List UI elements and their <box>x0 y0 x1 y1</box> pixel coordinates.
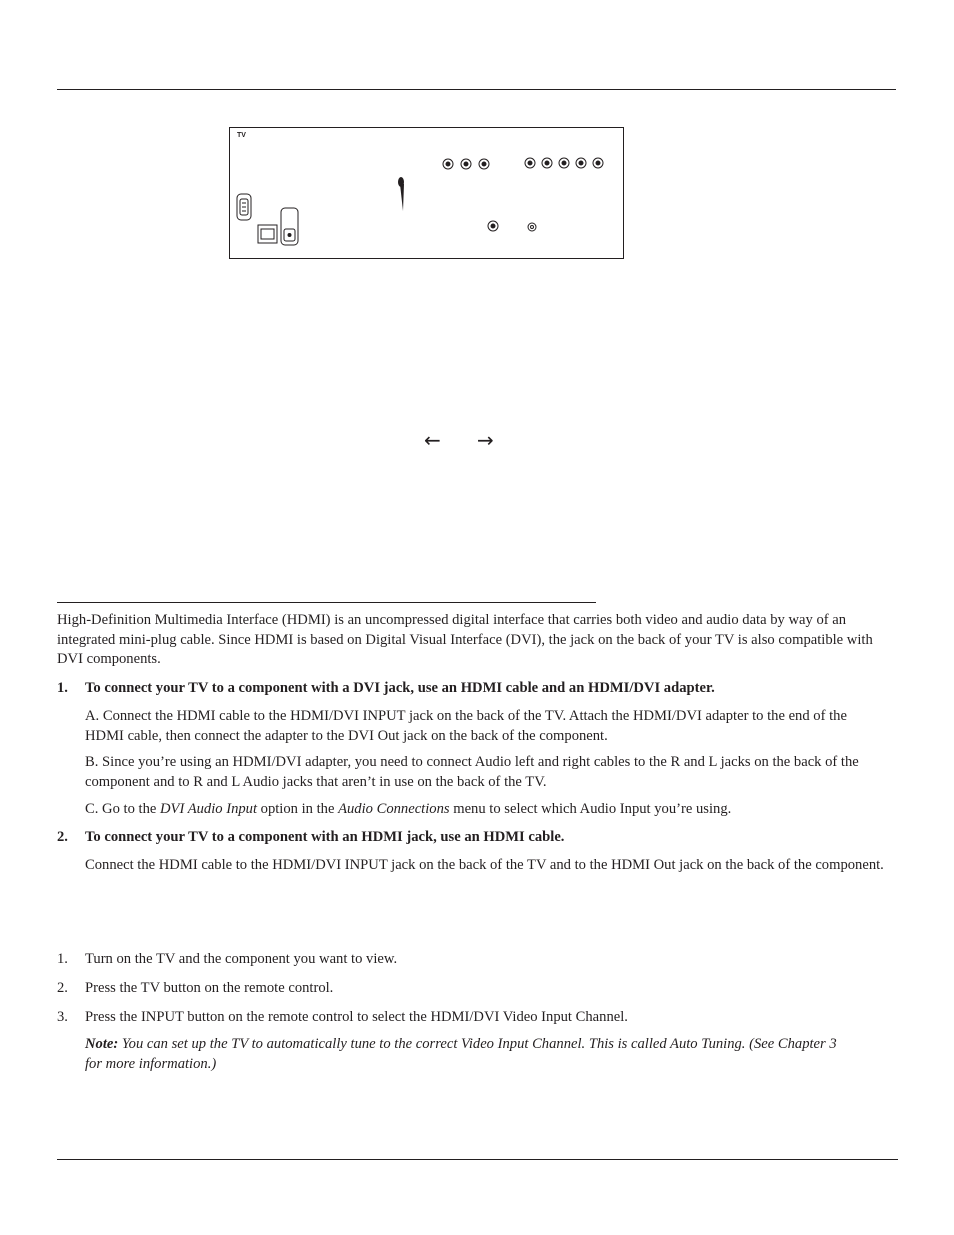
step-number: 2. <box>57 980 68 996</box>
step-heading: To connect your TV to a component with a DVI jack, use an HDMI cable and an HDMI/DVI adapter. <box>85 680 715 696</box>
headphone-jack-icon <box>528 223 536 231</box>
arrow-right-icon: → <box>477 428 494 452</box>
step-number: 3. <box>57 1009 68 1025</box>
text-fragment: option in the <box>257 801 339 817</box>
tv-label: TV <box>237 132 246 139</box>
cable-pointer-icon <box>398 177 404 211</box>
text-fragment: C. Go to the <box>85 801 160 817</box>
bottom-rule <box>57 1159 898 1160</box>
section-rule <box>57 602 596 603</box>
step-number: 1. <box>57 951 68 967</box>
step-paragraph <box>85 800 885 820</box>
ethernet-jack-icon <box>258 225 277 243</box>
intro-paragraph: High-Definition Multimedia Interface (HDMI) is an uncompressed digital interface that carries both video and audio data by way of an integrated mini-plug cable. Since HDMI is based on Digital Visual Interface (DVI), the jack on the back of your TV is also compatible with DVI components. <box>57 612 873 667</box>
tv-panel-jacks <box>230 128 625 260</box>
step-number: 1. <box>57 680 68 696</box>
step-text: Turn on the TV and the component you want to view. <box>85 951 398 967</box>
arrow-left-icon: ← <box>424 428 441 452</box>
rca-jack-icon <box>443 159 453 169</box>
step-heading: To connect your TV to a component with an HDMI jack, use an HDMI cable. <box>85 829 565 845</box>
note-text <box>85 1035 855 1074</box>
rca-jack-icon <box>525 158 535 168</box>
rca-jack-icon <box>488 221 498 231</box>
rca-jack-icon <box>576 158 586 168</box>
step-text: Press the TV button on the remote control. <box>85 980 334 996</box>
rca-jack-icon <box>559 158 569 168</box>
step-number: 2. <box>57 829 68 845</box>
step-paragraph: Connect the HDMI cable to the HDMI/DVI INPUT jack on the back of the TV and to the HDMI Out jack on the back of the component. <box>85 857 884 873</box>
top-rule <box>57 89 896 90</box>
note-body: You can set up the TV to automatically tune to the correct Video Input Channel. This is called Auto Tuning. (See Chapter 3 for more information.) <box>85 1036 837 1072</box>
note-label: Note: <box>85 1036 119 1052</box>
antenna-jack-icon <box>281 208 298 245</box>
menu-name: Audio Connections <box>338 801 450 817</box>
text-fragment: menu to select which Audio Input you’re using. <box>449 801 732 817</box>
step-paragraph: A. Connect the HDMI cable to the HDMI/DVI INPUT jack on the back of the TV. Attach the HDMI/DVI adapter to the end of the HDMI cable, then connect the adapter to the DVI Out jack on the back of the component. <box>85 708 847 744</box>
power-plug-icon <box>237 194 251 220</box>
rca-jack-icon <box>479 159 489 169</box>
menu-option-name: DVI Audio Input <box>160 801 258 817</box>
tv-back-panel-diagram <box>229 127 624 259</box>
connection-arrows <box>424 428 504 452</box>
rca-jack-icon <box>461 159 471 169</box>
step-paragraph: B. Since you’re using an HDMI/DVI adapter, you need to connect Audio left and right cables to the R and L jacks on the back of the component and to R and L Audio jacks that aren’t in use on the back of the TV. <box>85 754 859 790</box>
rca-jack-icon <box>593 158 603 168</box>
step-text: Press the INPUT button on the remote control to select the HDMI/DVI Video Input Channel. <box>85 1009 628 1025</box>
rca-jack-icon <box>542 158 552 168</box>
